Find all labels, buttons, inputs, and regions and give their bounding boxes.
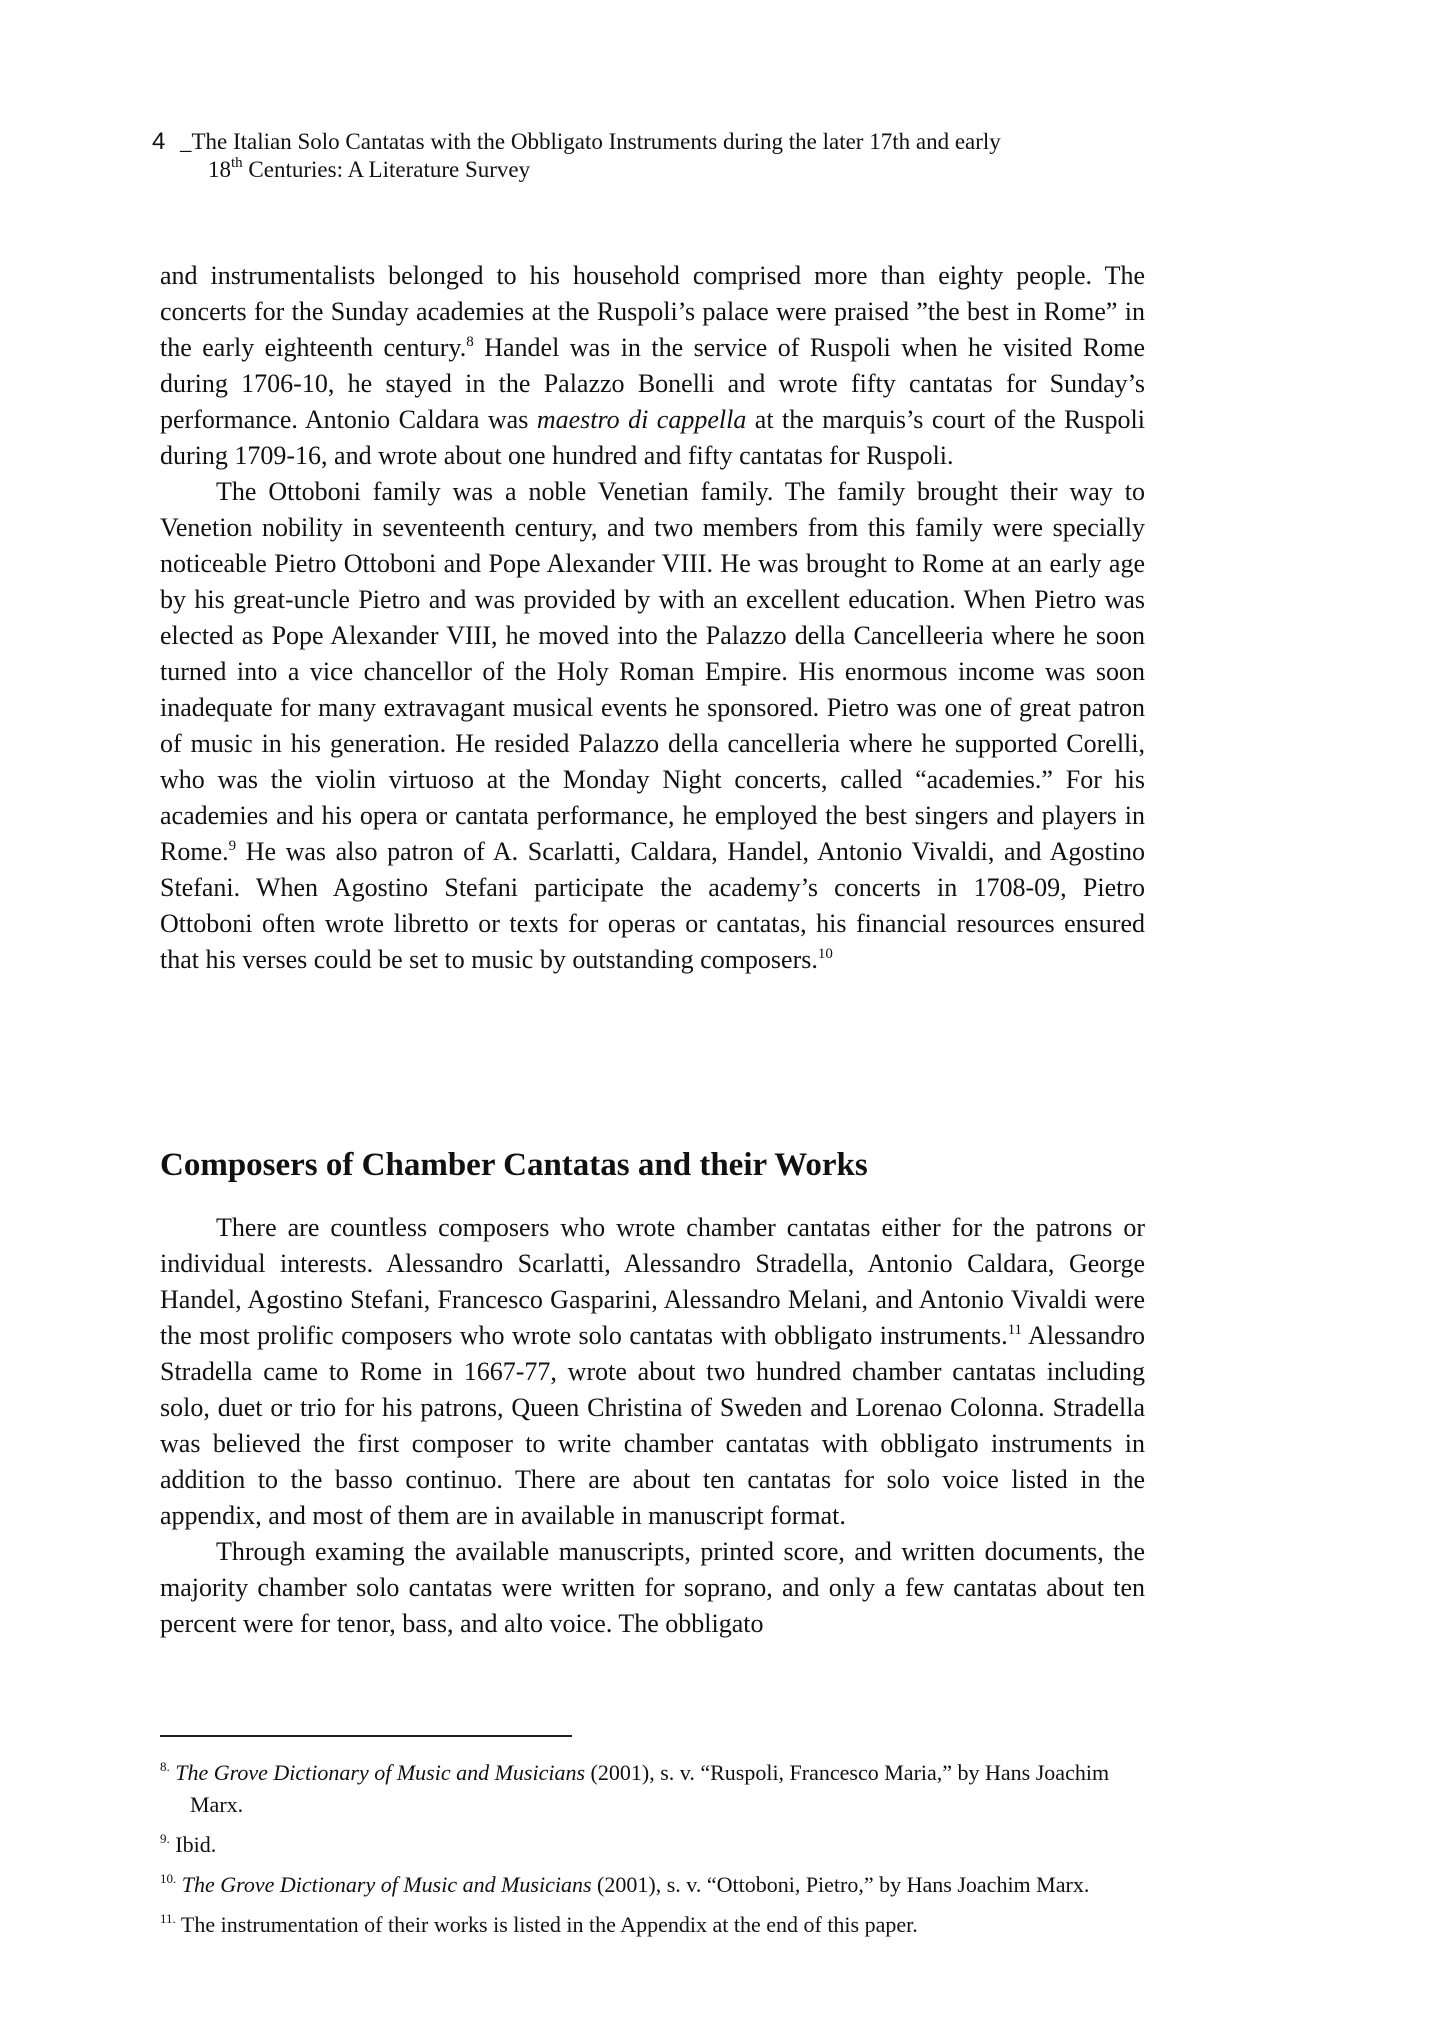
footnote-8	[160, 1757, 1145, 1821]
footnote-italic-title: The Grove Dictionary of Music and Musicians	[175, 1760, 586, 1785]
running-title-line1: _The Italian Solo Cantatas with the Obbligato Instruments during the later 17th and early	[180, 129, 1001, 154]
italic-term: maestro di cappella	[536, 405, 747, 434]
paragraph-text: Alessandro Stradella came to Rome in 1667-77, wrote about two hundred chamber cantatas including solo, duet or trio for his patrons, Queen Christina of Sweden and Lorenao Colonna. Stradella was believed the first composer to write chamber cantatas with obbligato instruments in addition to the basso continuo. There are about ten cantatas for solo voice listed in the appendix, and most of them are in available in manuscript format.	[160, 1321, 1145, 1530]
paragraph-text: at the marquis’s court of the Ruspoli during 1709-16, and wrote about one hundred and fifty cantatas for Ruspoli.	[160, 405, 1146, 470]
running-title-ordinal-suffix: th	[231, 155, 243, 171]
footnote-number: 11.	[160, 1911, 176, 1926]
footnote-11	[160, 1909, 1145, 1941]
paragraph-ruspoli	[160, 258, 1145, 474]
footnote-italic-title: The Grove Dictionary of Music and Musicians	[181, 1872, 592, 1897]
footnote-text: Ibid.	[175, 1832, 217, 1857]
paragraph-text: and instrumentalists belonged to his household comprised more than eighty people. The concerts for the Sunday academies at the Ruspoli’s palace were praised ”the best in Rome” in the early eighteenth century.	[160, 261, 1145, 362]
footnote-text: (2001), s. v. “Ottoboni, Pietro,” by Hans Joachim Marx.	[591, 1872, 1090, 1897]
running-header-line2	[152, 156, 1152, 184]
paragraph-text: Through examing the available manuscripts, printed score, and written documents, the majority chamber solo cantatas were written for soprano, and only a few cantatas about ten percent were for tenor, bass, and alto voice. The obbligato	[160, 1537, 1145, 1638]
body-text-bottom	[160, 1210, 1145, 1642]
footnote-text: The instrumentation of their works is listed in the Appendix at the end of this paper.	[175, 1912, 918, 1937]
footnote-number: 10.	[160, 1871, 177, 1886]
footnote-number: 9.	[160, 1831, 170, 1846]
footnote-text: (2001), s. v. “Ruspoli, Francesco Maria,” by Hans Joachim Marx.	[190, 1760, 1110, 1817]
footnote-ref-8[interactable]: 8	[466, 334, 474, 350]
paragraph-text: Handel was in the service of Ruspoli when he visited Rome during 1706-10, he stayed in the Palazzo Bonelli and wrote fifty cantatas for Sunday’s performance. Antonio Caldara was	[160, 333, 1145, 434]
paragraph-voices	[160, 1534, 1145, 1642]
paragraph-text: He was also patron of A. Scarlatti, Caldara, Handel, Antonio Vivaldi, and Agostino Stefani. When Agostino Stefani participate the academy’s concerts in 1708-09, Pietro Ottoboni often wrote libretto or texts for operas or cantatas, his financial resources ensured that his verses could be set to music by outstanding composers.	[160, 837, 1145, 974]
paragraph-text: The Ottoboni family was a noble Venetian family. The family brought their way to Venetion nobility in seventeenth century, and two members from this family were specially noticeable Pietro Ottoboni and Pope Alexander VIII. He was brought to Rome at an early age by his great-uncle Pietro and was provided by with an excellent education. When Pietro was elected as Pope Alexander VIII, he moved into the Palazzo della Cancelleeria where he soon turned into a vice chancellor of the Holy Roman Empire. His enormous income was soon inadequate for many extravagant musical events he sponsored. Pietro was one of great patron of music in his generation. He resided Palazzo della cancelleria where he supported Corelli, who was the violin virtuoso at the Monday Night concerts, called “academies.” For his academies and his opera or cantata performance, he employed the best singers and players in Rome.	[160, 477, 1145, 866]
running-title-ordinal: 18	[208, 157, 231, 182]
footnote-ref-11[interactable]: 11	[1007, 1322, 1023, 1338]
footnote-10	[160, 1869, 1145, 1901]
footnote-separator	[160, 1735, 572, 1737]
running-header-line1	[152, 128, 1152, 156]
paragraph-composers	[160, 1210, 1145, 1534]
footnote-9	[160, 1829, 1145, 1861]
body-text-top	[160, 258, 1145, 978]
footnotes	[160, 1757, 1145, 1949]
paragraph-text: There are countless composers who wrote chamber cantatas either for the patrons or individual interests. Alessandro Scarlatti, Alessandro Stradella, Antonio Caldara, George Handel, Agostino Stefani, Francesco Gasparini, Alessandro Melani, and Antonio Vivaldi were the most prolific composers who wrote solo cantatas with obbligato instruments.	[160, 1213, 1145, 1350]
running-header	[152, 128, 1152, 184]
running-title-line2: Centuries: A Literature Survey	[242, 157, 531, 182]
footnote-number: 8.	[160, 1759, 170, 1774]
section-heading: Composers of Chamber Cantatas and their Works	[160, 1147, 868, 1183]
footnote-ref-10[interactable]: 10	[817, 946, 833, 962]
footnote-ref-9[interactable]: 9	[228, 838, 237, 854]
paragraph-ottoboni	[160, 474, 1145, 978]
page-number: 4	[152, 128, 166, 155]
